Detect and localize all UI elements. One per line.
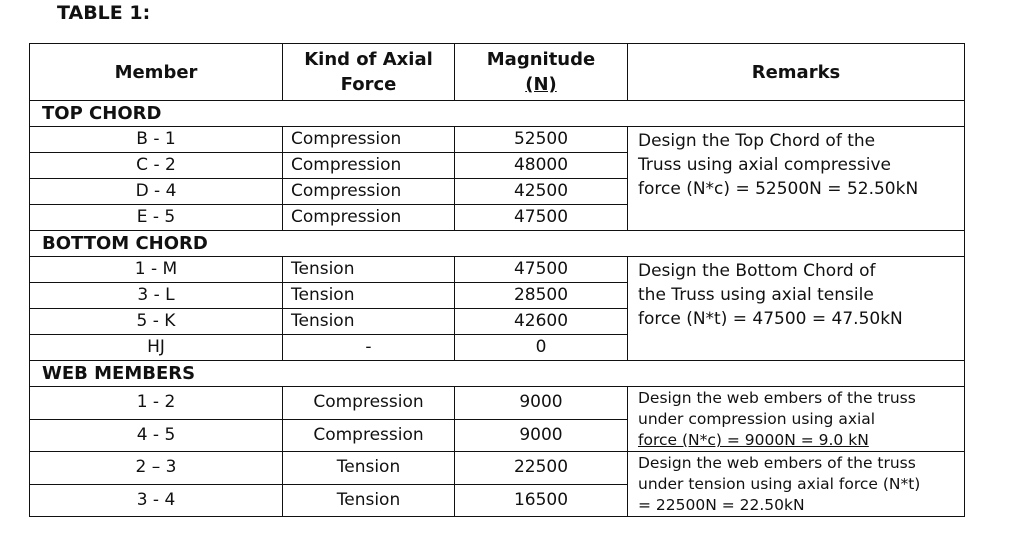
header-member: Member — [30, 44, 283, 101]
magnitude-cell: 9000 — [455, 419, 628, 452]
section-row — [30, 101, 965, 127]
magnitude-cell: 42600 — [455, 309, 628, 335]
table-row — [30, 257, 965, 283]
member-cell: E - 5 — [30, 205, 283, 231]
member-cell: 4 - 5 — [30, 419, 283, 452]
remark-web-compression: Design the web embers of the truss under compression using axial force (N*c) = 9000N = 9.0 kN — [628, 387, 965, 452]
magnitude-cell: 48000 — [455, 153, 628, 179]
member-cell: 3 - L — [30, 283, 283, 309]
remark-bottom-chord: Design the Bottom Chord of the Truss using axial tensile force (N*t) = 47500 = 47.50kN — [628, 257, 965, 361]
kind-cell: Compression — [283, 205, 455, 231]
table-caption: TABLE 1: — [57, 2, 151, 24]
kind-cell: Tension — [283, 257, 455, 283]
kind-cell: Compression — [283, 419, 455, 452]
header-row — [30, 44, 965, 101]
member-cell: C - 2 — [30, 153, 283, 179]
section-row — [30, 361, 965, 387]
member-cell: 1 - M — [30, 257, 283, 283]
magnitude-cell: 47500 — [455, 205, 628, 231]
kind-cell: Tension — [283, 309, 455, 335]
magnitude-cell: 0 — [455, 335, 628, 361]
kind-cell: Tension — [283, 283, 455, 309]
kind-cell: Compression — [283, 179, 455, 205]
kind-cell: - — [283, 335, 455, 361]
kind-cell: Tension — [283, 484, 455, 517]
kind-cell: Compression — [283, 153, 455, 179]
table-row — [30, 127, 965, 153]
magnitude-cell: 22500 — [455, 452, 628, 485]
kind-cell: Compression — [283, 127, 455, 153]
magnitude-cell: 52500 — [455, 127, 628, 153]
member-cell: 3 - 4 — [30, 484, 283, 517]
remark-web-tension: Design the web embers of the truss under tension using axial force (N*t) = 22500N = 22.50kN — [628, 452, 965, 517]
member-cell: D - 4 — [30, 179, 283, 205]
axial-force-table — [29, 43, 965, 517]
magnitude-cell: 42500 — [455, 179, 628, 205]
member-cell: HJ — [30, 335, 283, 361]
header-remarks: Remarks — [628, 44, 965, 101]
member-cell: 1 - 2 — [30, 387, 283, 420]
kind-cell: Compression — [283, 387, 455, 420]
member-cell: 5 - K — [30, 309, 283, 335]
section-title-web-members: WEB MEMBERS — [30, 361, 965, 387]
header-kind: Kind of Axial Force — [283, 44, 455, 101]
magnitude-cell: 9000 — [455, 387, 628, 420]
table-row — [30, 452, 965, 485]
header-magnitude: Magnitude (N) — [455, 44, 628, 101]
magnitude-cell: 28500 — [455, 283, 628, 309]
section-title-top-chord: TOP CHORD — [30, 101, 965, 127]
section-row — [30, 231, 965, 257]
remark-top-chord: Design the Top Chord of the Truss using axial compressive force (N*c) = 52500N = 52.50kN — [628, 127, 965, 231]
member-cell: 2 – 3 — [30, 452, 283, 485]
section-title-bottom-chord: BOTTOM CHORD — [30, 231, 965, 257]
member-cell: B - 1 — [30, 127, 283, 153]
magnitude-cell: 16500 — [455, 484, 628, 517]
table-row — [30, 387, 965, 420]
kind-cell: Tension — [283, 452, 455, 485]
magnitude-cell: 47500 — [455, 257, 628, 283]
